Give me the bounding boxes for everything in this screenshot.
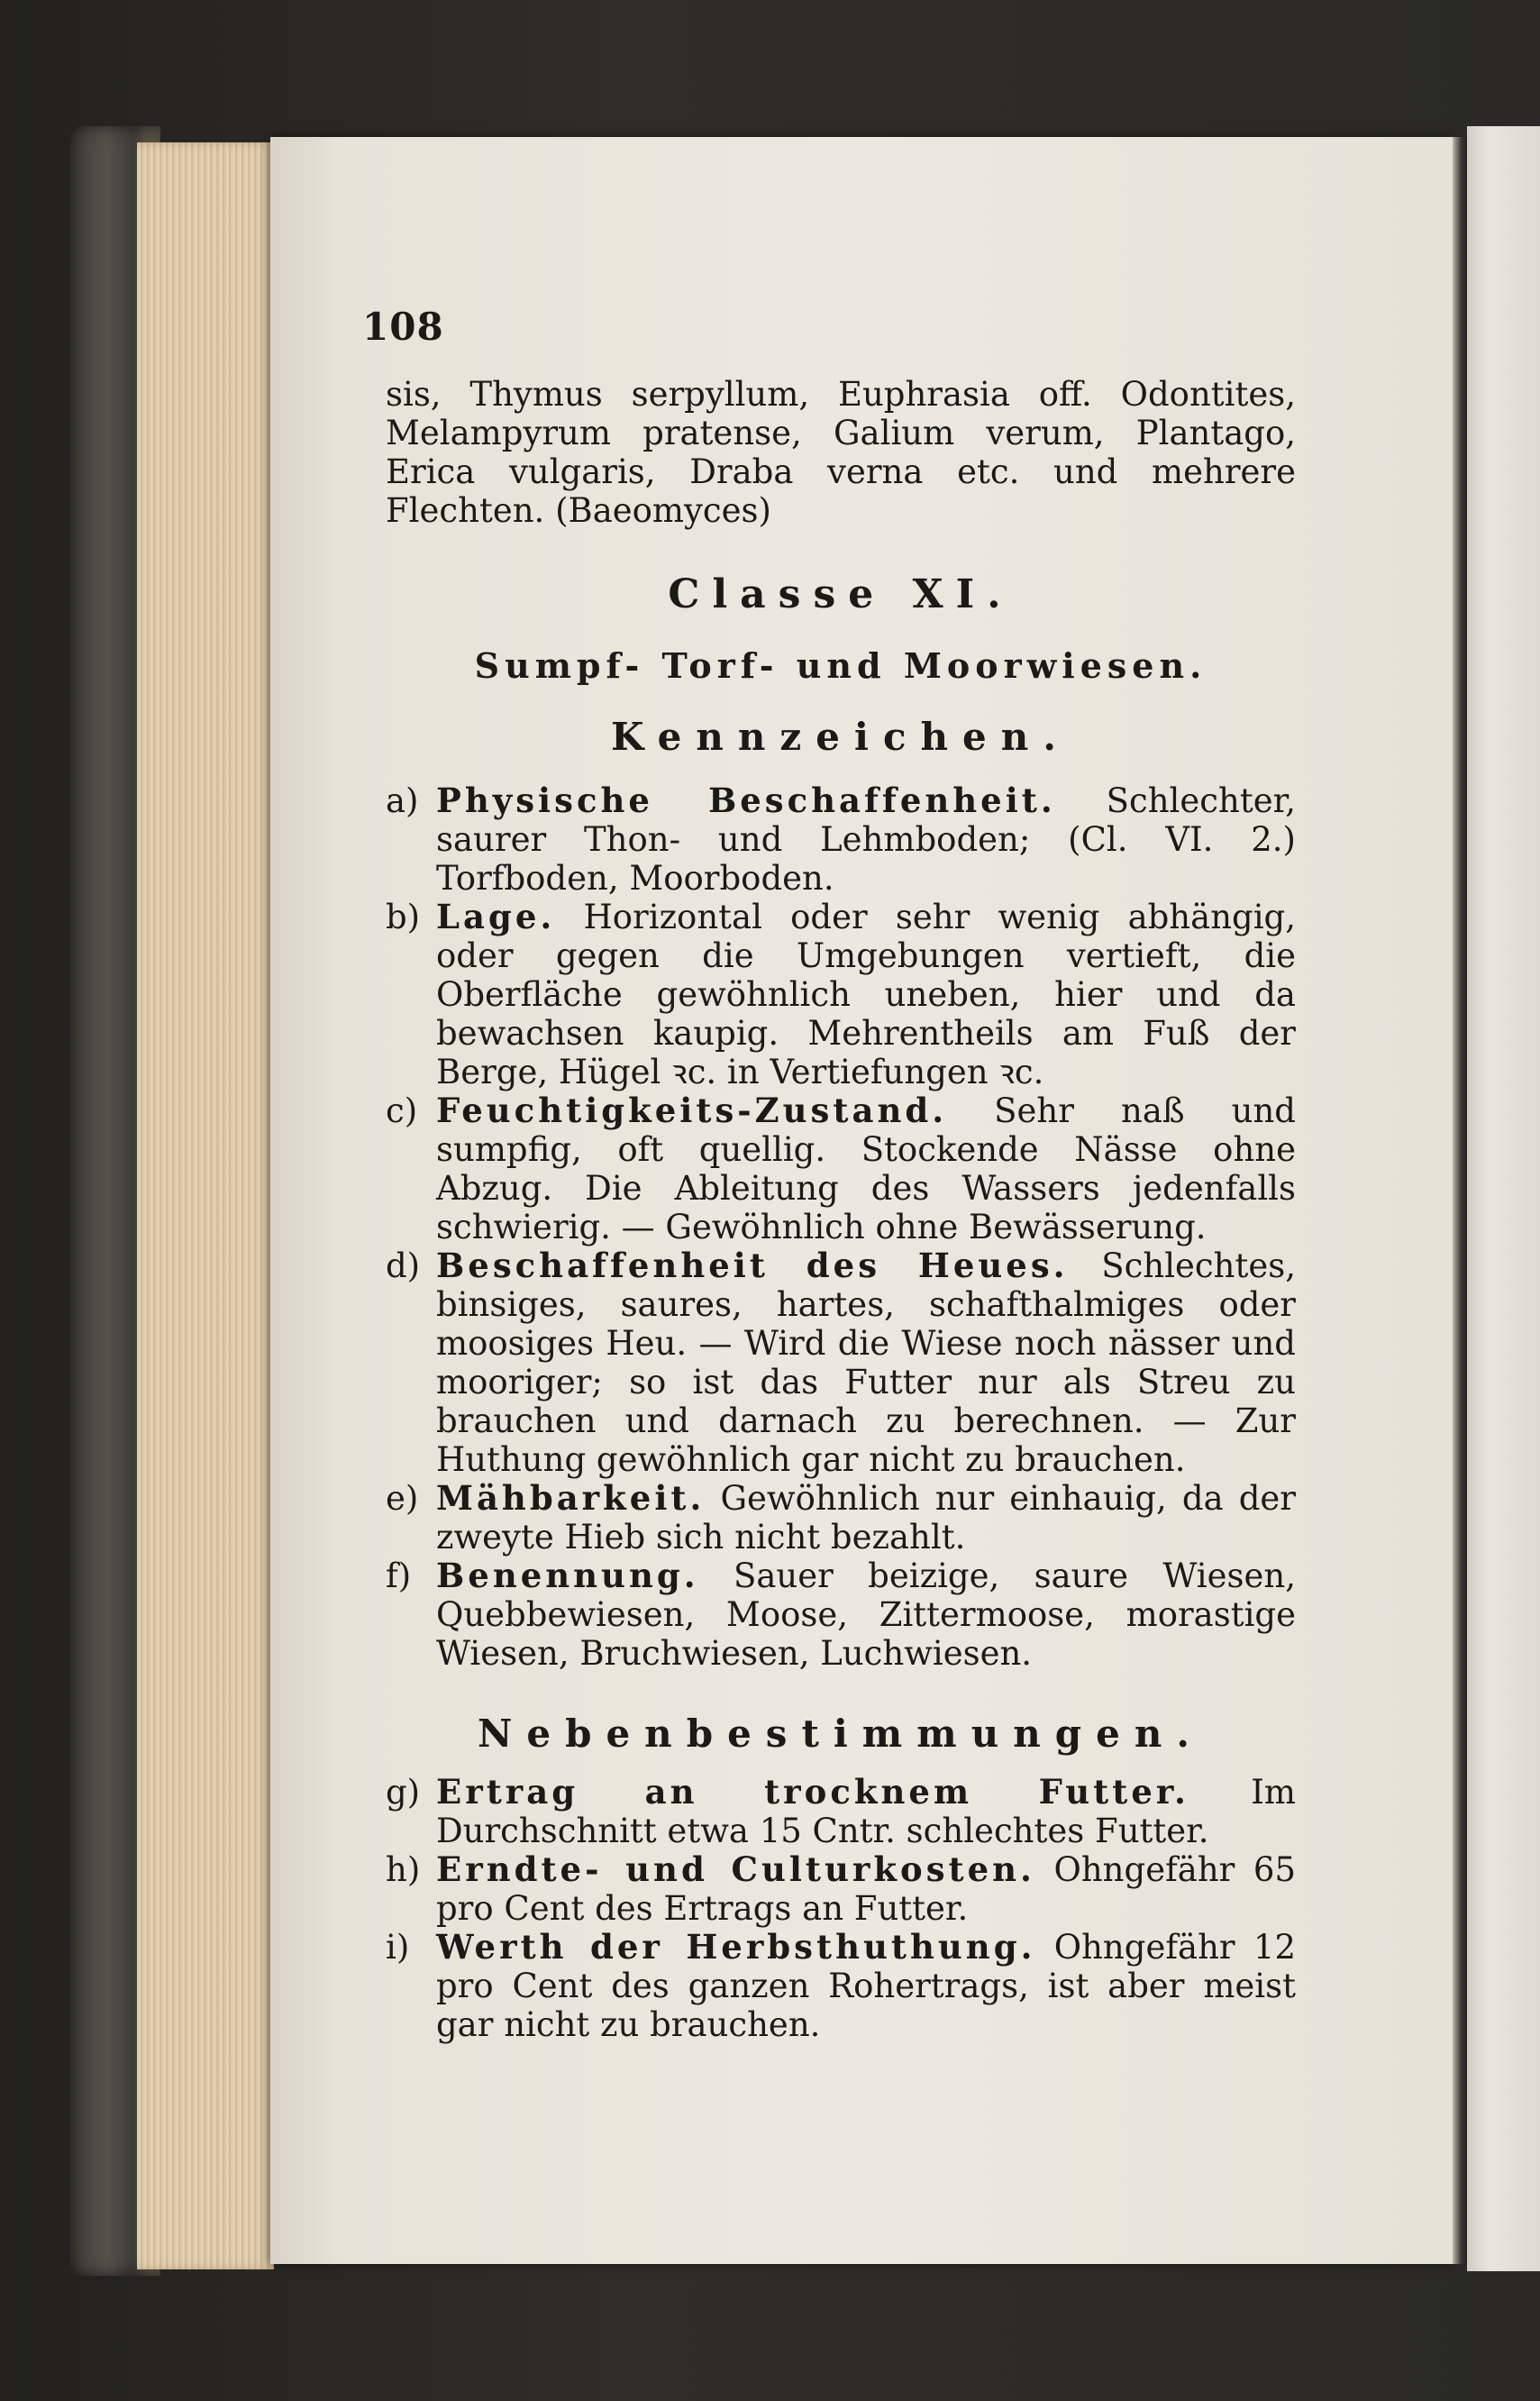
item-marker: i) <box>386 1928 410 1967</box>
item-marker: e) <box>386 1479 419 1518</box>
list-item-d <box>386 1246 1296 1479</box>
item-marker: c) <box>386 1091 418 1130</box>
item-term: Beschaffenheit des Heues. <box>436 1246 1069 1285</box>
item-marker: b) <box>386 898 421 936</box>
item-text: Im Durchschnitt etwa 15 Cntr. schlechtes Futter. <box>436 1773 1296 1850</box>
list-item-c <box>386 1091 1296 1246</box>
item-term: Mähbarkeit. <box>436 1478 706 1518</box>
opening-paragraph: sis, Thymus serpyllum, Euphrasia off. Odontites, Melampyrum pratense, Galium verum, Plantago, Erica vulgaris, Draba verna etc. und mehrere Flechten. (Baeomyces) <box>386 375 1296 530</box>
item-term: Feuchtigkeits-Zustand. <box>436 1091 948 1130</box>
item-marker: f) <box>386 1557 412 1595</box>
page-text <box>386 375 1296 2044</box>
nebenbestimmungen-heading: Nebenbestimmungen. <box>477 1712 1205 1756</box>
kennzeichen-heading: Kennzeichen. <box>611 715 1071 759</box>
item-marker: a) <box>386 781 419 820</box>
list-item-i <box>386 1928 1296 2044</box>
classe-heading: Classe XI. <box>668 571 1014 617</box>
list-item-b <box>386 898 1296 1091</box>
item-text: Schlechtes, binsiges, saures, hartes, schafthalmiges oder moosiges Heu. — Wird die Wiese noch nässer und mooriger; so ist das Futter nur als Streu zu brauchen und darnach zu berechnen. — Zur Huthung gewöhnlich gar nicht zu brauchen. <box>436 1246 1296 1479</box>
item-term: Lage. <box>436 897 556 936</box>
item-term: Ertrag an trocknem Futter. <box>436 1772 1189 1812</box>
item-text: Ohngefähr 65 pro Cent des Ertrags an Futter. <box>436 1850 1297 1928</box>
item-text: Schlechter, saurer Thon- und Lehmboden; (Cl. VI. 2.) Torfboden, Moorboden. <box>436 781 1296 898</box>
kennzeichen-list <box>386 781 1296 1673</box>
item-text: Sehr naß und sumpfig, oft quellig. Stockende Nässe ohne Abzug. Die Ableitung des Wassers jedenfalls schwierig. — Gewöhnlich ohne Bewässerung. <box>436 1091 1296 1246</box>
item-marker: d) <box>386 1246 421 1285</box>
item-term: Erndte- und Culturkosten. <box>436 1849 1035 1889</box>
item-text: Horizontal oder sehr wenig abhängig, oder gegen die Umgebungen vertieft, die Oberfläche gewöhnlich uneben, hier und da bewachsen kaupig. Mehrentheils am Fuß der Berge, Hügel ꝛc. in Vertiefungen ꝛc. <box>436 898 1296 1091</box>
next-page-edge <box>1467 126 1540 2271</box>
book-gutter <box>1453 137 1467 2264</box>
item-term: Physische Beschaffenheit. <box>436 781 1056 820</box>
item-term: Werth der Herbsthuthung. <box>436 1927 1036 1967</box>
item-text: Ohngefähr 12 pro Cent des ganzen Rohertrags, ist aber meist gar nicht zu brauchen. <box>436 1928 1296 2044</box>
list-item-h <box>386 1850 1296 1928</box>
item-marker: h) <box>386 1850 421 1889</box>
item-marker: g) <box>386 1773 421 1812</box>
list-item-a <box>386 781 1296 898</box>
page-number: 108 <box>362 305 444 349</box>
list-item-f <box>386 1557 1296 1673</box>
item-text: Gewöhnlich nur einhauig, da der zweyte Hieb sich nicht bezahlt. <box>436 1479 1296 1557</box>
list-item-g <box>386 1773 1296 1850</box>
section-title: Sumpf- Torf- und Moorwiesen. <box>474 645 1207 686</box>
page-stack-edges <box>137 142 274 2269</box>
nebenbestimmungen-list <box>386 1773 1296 2044</box>
item-text: Sauer beizige, saure Wiesen, Quebbewiesen, Moose, Zittermoose, morastige Wiesen, Bruchwiesen, Luchwiesen. <box>436 1557 1296 1673</box>
item-term: Benennung. <box>436 1556 699 1595</box>
list-item-e <box>386 1479 1296 1557</box>
